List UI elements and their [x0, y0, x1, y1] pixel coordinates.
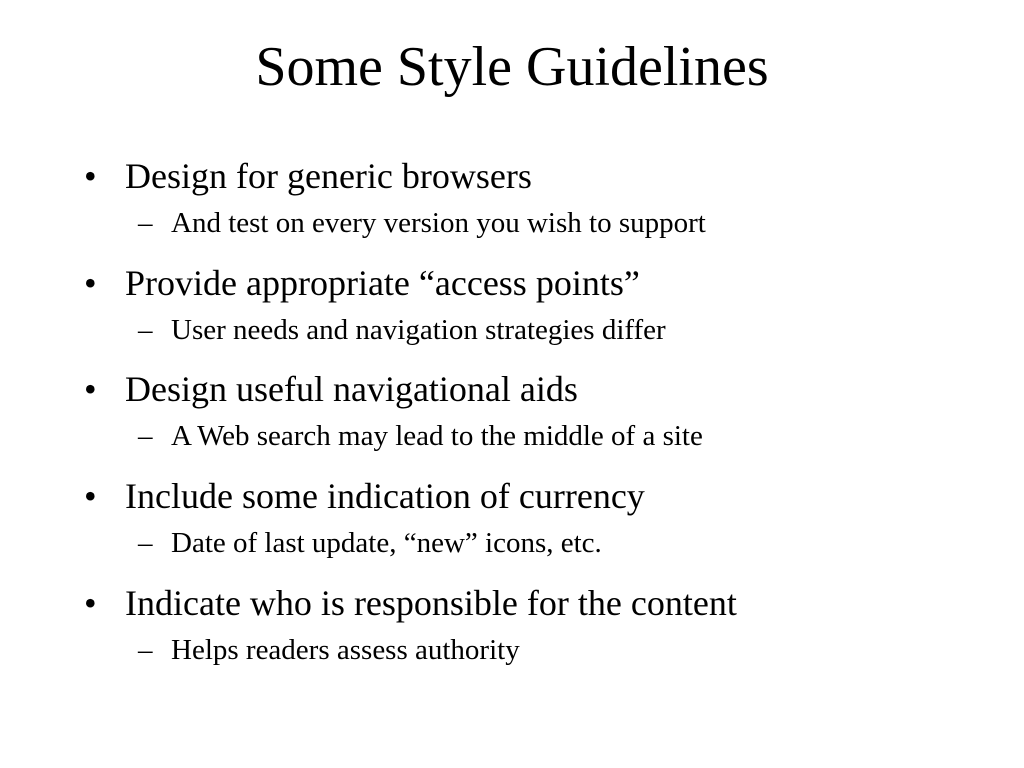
bullet-icon: • [84, 263, 97, 303]
bullet-icon: • [84, 369, 97, 409]
bullet-sub [138, 632, 520, 668]
bullet-text: Provide appropriate “access points” [125, 263, 640, 303]
sub-bullet-text: Helps readers assess authority [171, 634, 520, 666]
bullet-main [84, 473, 645, 519]
dash-icon: – [138, 420, 153, 452]
bullet-sub [138, 205, 706, 241]
bullet-item [0, 366, 1024, 473]
bullet-main [84, 260, 640, 306]
dash-icon: – [138, 634, 153, 666]
bullet-main [84, 580, 737, 626]
sub-bullet-text: A Web search may lead to the middle of a site [171, 420, 703, 452]
bullet-text: Design useful navigational aids [125, 369, 578, 409]
bullet-item [0, 153, 1024, 260]
bullet-item [0, 580, 1024, 687]
bullet-icon: • [84, 156, 97, 196]
bullet-text: Indicate who is responsible for the content [125, 583, 737, 623]
bullet-main [84, 366, 578, 412]
bullet-main [84, 153, 532, 199]
sub-bullet-text: Date of last update, “new” icons, etc. [171, 527, 602, 559]
bullet-sub [138, 418, 703, 454]
dash-icon: – [138, 527, 153, 559]
dash-icon: – [138, 207, 153, 239]
bullet-sub [138, 525, 602, 561]
slide-title: Some Style Guidelines [255, 36, 769, 98]
sub-bullet-text: User needs and navigation strategies differ [171, 314, 666, 346]
bullet-icon: • [84, 476, 97, 516]
bullet-text: Include some indication of currency [125, 476, 645, 516]
bullet-icon: • [84, 583, 97, 623]
sub-bullet-text: And test on every version you wish to support [171, 207, 706, 239]
bullet-sub [138, 312, 666, 348]
bullet-item [0, 473, 1024, 580]
dash-icon: – [138, 314, 153, 346]
bullet-text: Design for generic browsers [125, 156, 532, 196]
bullet-item [0, 260, 1024, 367]
